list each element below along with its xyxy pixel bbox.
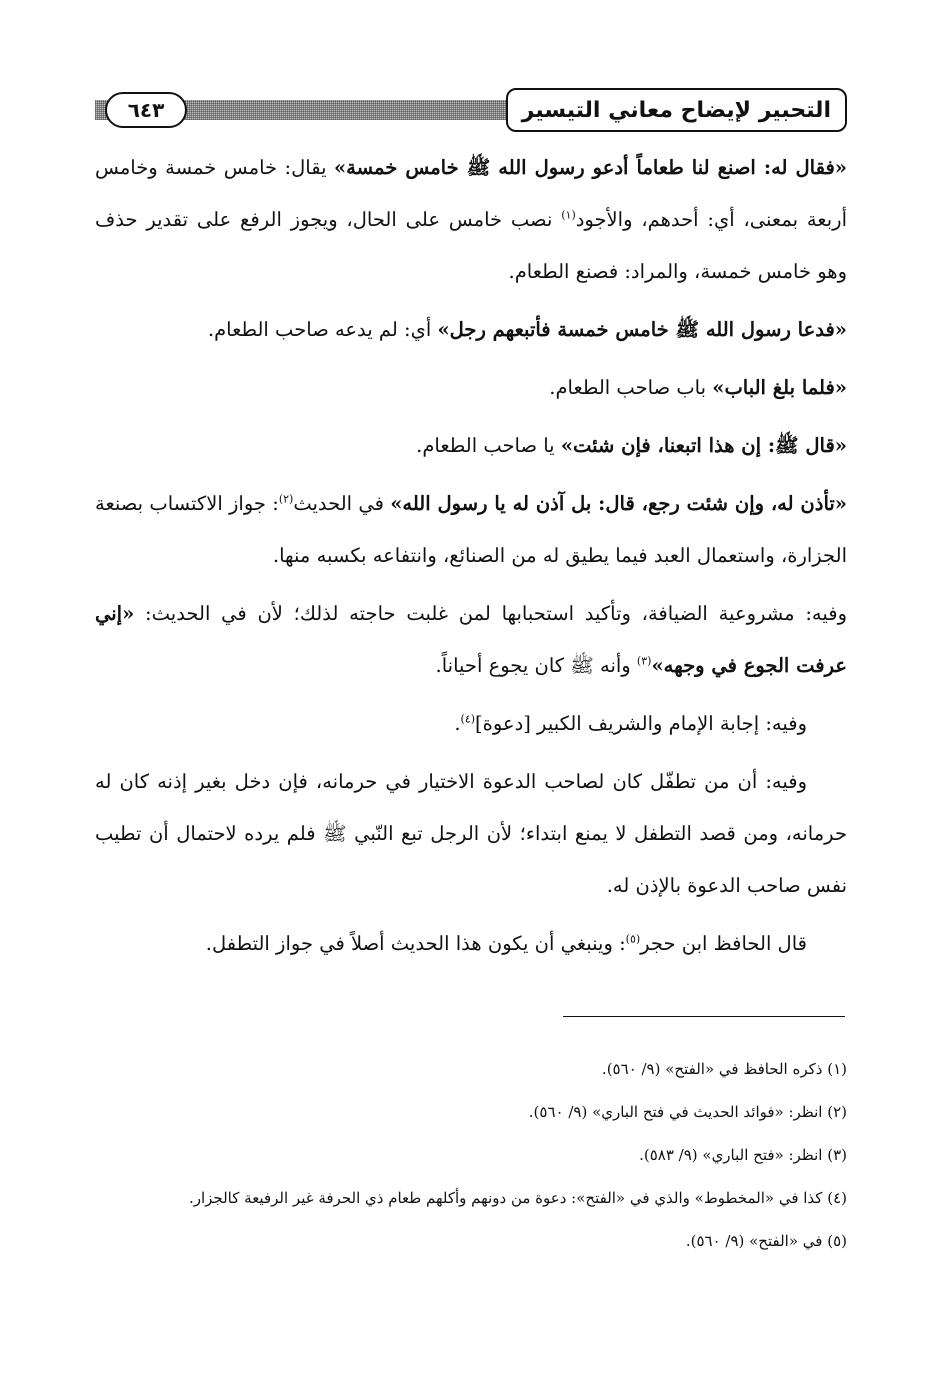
- paragraph: [95, 142, 847, 298]
- book-title: التحبير لإيضاح معاني التيسير: [506, 88, 847, 132]
- hadith-quote: «تأذن له، وإن شئت رجع، قال: بل آذن له يا رسول الله»: [390, 492, 847, 515]
- text-span: قال الحافظ ابن حجر: [640, 932, 807, 955]
- hadith-quote: «فقال له: اصنع لنا طعاماً أدعو رسول الله ﷺ خامس خمسة»: [333, 156, 847, 179]
- footnote-marker: (٤): [460, 712, 476, 726]
- footnote: (٣) انظر: «فتح الباري» (٩/ ٥٨٣).: [639, 1146, 847, 1164]
- text-span: وفيه: مشروعية الضيافة، وتأكيد استحبابها لمن غلبت حاجته لذلك؛ لأن في الحديث:: [134, 602, 847, 625]
- paragraph: [95, 698, 847, 750]
- footnote-marker: (٣): [636, 654, 652, 668]
- hadith-quote: «فدعا رسول الله ﷺ خامس خمسة فأتبعهم رجل»: [437, 318, 847, 341]
- hadith-quote: «إني عرفت الجوع في وجهه»: [95, 602, 847, 677]
- footnote: (٥) في «الفتح» (٩/ ٥٦٠).: [685, 1232, 847, 1250]
- footnotes: [95, 1048, 847, 1263]
- text-span: في الحديث: [293, 492, 391, 515]
- hadith-quote: «قال ﷺ: إن هذا اتبعنا، فإن شئت»: [560, 434, 847, 457]
- footnote-separator: [563, 1016, 845, 1017]
- text-span: وفيه: إجابة الإمام والشريف الكبير [دعوة]: [475, 712, 807, 735]
- footnote-marker: (١): [561, 208, 576, 222]
- text-span: يقال: خامس خمسة وخامس أربعة بمعنى، أي: أحدهم، والأجود: [95, 156, 847, 231]
- footnote-marker: (٥): [625, 932, 641, 946]
- text-span: نصب خامس على الحال، ويجوز الرفع على تقدير حذف وهو خامس خمسة، والمراد: فصنع الطعام.: [95, 208, 847, 283]
- footnote: (١) ذكره الحافظ في «الفتح» (٩/ ٥٦٠).: [601, 1060, 847, 1078]
- paragraph: [95, 588, 847, 692]
- paragraph: [95, 420, 847, 472]
- text-span: : وينبغي أن يكون هذا الحديث أصلاً في جواز التطفل.: [205, 932, 626, 955]
- paragraph: [95, 756, 847, 912]
- footnote: (٢) انظر: «فوائد الحديث في فتح الباري» (٩/ ٥٦٠).: [528, 1103, 847, 1121]
- text-span: باب صاحب الطعام.: [549, 376, 713, 399]
- paragraph: [95, 918, 847, 970]
- hadith-quote: «فلما بلغ الباب»: [712, 376, 847, 399]
- text-span: : جواز الاكتساب بصنعة الجزارة، واستعمال العبد فيما يطيق له من الصنائع، وانتفاعه بكسبه منها.: [95, 492, 847, 567]
- text-span: وفيه: أن من تطفّل كان لصاحب الدعوة الاختيار في حرمانه، فإن دخل بغير إذنه كان له حرمانه، ومن قصد التطفل لا يمنع ابتداء؛ لأن الرجل تبع النّبي ﷺ فلم يرده لاحتمال أن تطيب نفس صاحب الدعوة بالإذن له.: [95, 770, 847, 897]
- page-number: ٦٤٣: [105, 92, 187, 128]
- paragraph: [95, 362, 847, 414]
- text-span: وأنه ﷺ كان يجوع أحياناً.: [435, 654, 637, 677]
- paragraph: [95, 304, 847, 356]
- text-span: يا صاحب الطعام.: [416, 434, 561, 457]
- footnote-marker: (٢): [278, 492, 294, 506]
- text-span: .: [454, 712, 461, 735]
- main-text: [95, 142, 847, 976]
- page-header: [95, 88, 847, 132]
- footnote: (٤) كذا في «المخطوط» والذي في «الفتح»: دعوة من دونهم وأكلهم طعام ذي الحرفة غير الرفيعة كالجزار.: [188, 1189, 847, 1207]
- text-span: أي: لم يدعه صاحب الطعام.: [207, 318, 438, 341]
- paragraph: [95, 478, 847, 582]
